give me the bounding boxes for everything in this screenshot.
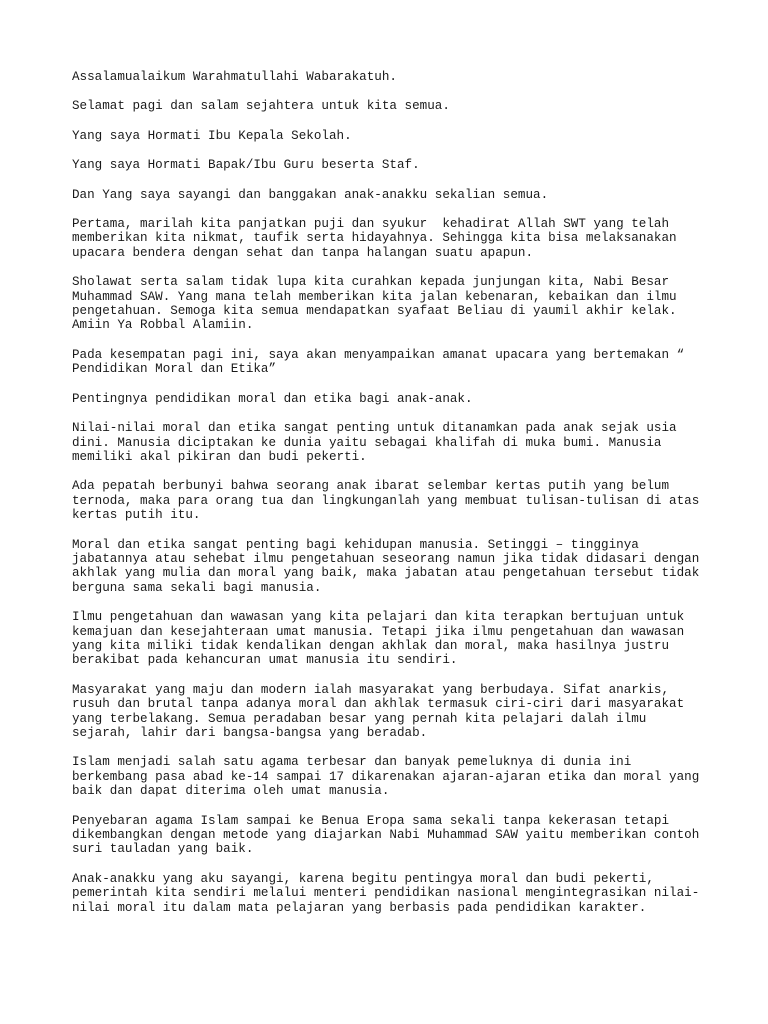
paragraph	[72, 188, 704, 202]
text-line: pemerintah kita sendiri melalui menteri pendidikan nasional mengintegrasikan nilai-	[72, 886, 700, 901]
text-line: berkembang pasa abad ke-14 sampai 17 dikarenakan ajaran-ajaran etika dan moral yang	[72, 769, 700, 784]
paragraph	[72, 275, 704, 333]
text-line: Amiin Ya Robbal Alamiin.	[72, 318, 254, 333]
text-line: Dan Yang saya sayangi dan banggakan anak-anakku sekalian semua.	[72, 187, 549, 202]
text-line: Pentingnya pendidikan moral dan etika bagi anak-anak.	[72, 391, 473, 406]
text-line: Pendidikan Moral dan Etika”	[72, 362, 277, 377]
paragraph	[72, 872, 704, 915]
text-line: Nilai-nilai moral dan etika sangat penting untuk ditanamkan pada anak sejak usia	[72, 421, 677, 436]
text-line: Pertama, marilah kita panjatkan puji dan syukur kehadirat Allah SWT yang telah	[72, 217, 670, 232]
text-line: upacara bendera dengan sehat dan tanpa halangan suatu apapun.	[72, 245, 534, 260]
text-line: dini. Manusia diciptakan ke dunia yaitu sebagai khalifah di muka bumi. Manusia	[72, 435, 662, 450]
paragraph	[72, 158, 704, 172]
text-line: Ilmu pengetahuan dan wawasan yang kita pelajari dan kita terapkan bertujuan untuk	[72, 610, 685, 625]
paragraph	[72, 683, 704, 741]
text-line: Islam menjadi salah satu agama terbesar dan banyak pemeluknya di dunia ini	[72, 755, 632, 770]
document-body	[72, 70, 704, 930]
paragraph	[72, 538, 704, 596]
text-line: nilai moral itu dalam mata pelajaran yang berbasis pada pendidikan karakter.	[72, 900, 647, 915]
text-line: dikembangkan dengan metode yang diajarkan Nabi Muhammad SAW yaitu memberikan contoh	[72, 828, 700, 843]
text-line: ternoda, maka para orang tua dan lingkunganlah yang membuat tulisan-tulisan di atas	[72, 493, 700, 508]
paragraph	[72, 814, 704, 857]
text-line: yang kita miliki tidak kendalikan dengan akhlak dan moral, maka hasilnya justru	[72, 638, 670, 653]
text-line: Assalamualaikum Warahmatullahi Wabarakatuh.	[72, 70, 397, 84]
paragraph	[72, 348, 704, 377]
text-line: Penyebaran agama Islam sampai ke Benua Eropa sama sekali tanpa kekerasan tetapi	[72, 813, 670, 828]
paragraph	[72, 392, 704, 406]
paragraph	[72, 479, 704, 522]
text-line: kemajuan dan kesejahteraan umat manusia. Tetapi jika ilmu pengetahuan dan wawasan	[72, 624, 685, 639]
text-line: Pada kesempatan pagi ini, saya akan menyampaikan amanat upacara yang bertemakan “	[72, 347, 685, 362]
text-line: Anak-anakku yang aku sayangi, karena begitu pentingya moral dan budi pekerti,	[72, 871, 654, 886]
text-line: yang terbelakang. Semua peradaban besar yang pernah kita pelajari dalah ilmu	[72, 711, 647, 726]
paragraph	[72, 421, 704, 464]
paragraph	[72, 610, 704, 668]
text-line: pengetahuan. Semoga kita semua mendapatkan syafaat Beliau di yaumil akhir kelak.	[72, 304, 677, 319]
text-line: Moral dan etika sangat penting bagi kehidupan manusia. Setinggi – tingginya	[72, 537, 639, 552]
text-line: baik dan dapat diterima oleh umat manusia.	[72, 784, 390, 799]
text-line: jabatannya atau sehebat ilmu pengetahuan seseorang namun jika tidak didasari dengan	[72, 551, 700, 566]
text-line: sejarah, lahir dari bangsa-bangsa yang beradab.	[72, 726, 428, 740]
text-line: suri tauladan yang baik.	[72, 842, 254, 857]
text-line: kertas putih itu.	[72, 508, 201, 523]
text-line: memiliki akal pikiran dan budi pekerti.	[72, 449, 367, 464]
text-line: Ada pepatah berbunyi bahwa seorang anak ibarat selembar kertas putih yang belum	[72, 479, 670, 494]
paragraph	[72, 99, 704, 113]
text-line: Muhammad SAW. Yang mana telah memberikan kita jalan kebenaran, kebaikan dan ilmu	[72, 289, 677, 304]
text-line: berakibat pada kehancuran umat manusia itu sendiri.	[72, 653, 458, 668]
text-line: Yang saya Hormati Ibu Kepala Sekolah.	[72, 128, 352, 143]
paragraph	[72, 70, 704, 84]
text-line: rusuh dan brutal tanpa adanya moral dan akhlak termasuk ciri-ciri dari masyarakat	[72, 697, 685, 712]
paragraph	[72, 755, 704, 798]
text-line: Masyarakat yang maju dan modern ialah masyarakat yang berbudaya. Sifat anarkis,	[72, 682, 670, 697]
text-line: Yang saya Hormati Bapak/Ibu Guru beserta Staf.	[72, 158, 420, 173]
text-line: Sholawat serta salam tidak lupa kita curahkan kepada junjungan kita, Nabi Besar	[72, 275, 670, 290]
paragraph	[72, 129, 704, 143]
paragraph	[72, 217, 704, 260]
text-line: memberikan kita nikmat, taufik serta hidayahnya. Sehingga kita bisa melaksanakan	[72, 231, 677, 246]
text-line: akhlak yang mulia dan moral yang baik, maka jabatan atau pengetahuan tersebut tidak	[72, 566, 700, 581]
text-line: berguna sama sekali bagi manusia.	[72, 580, 322, 595]
text-line: Selamat pagi dan salam sejahtera untuk kita semua.	[72, 99, 450, 114]
